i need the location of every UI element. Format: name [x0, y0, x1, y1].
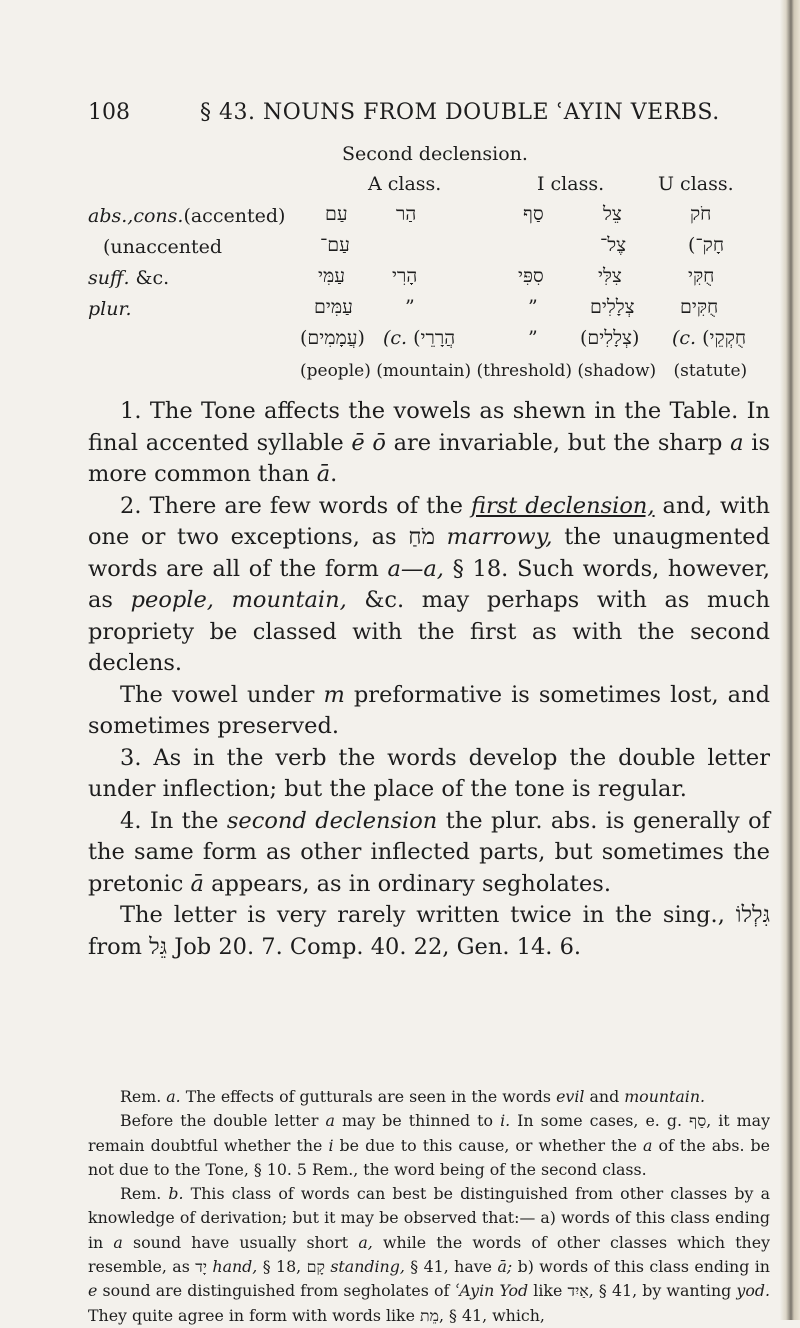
text: Job 20. 7. Comp. 40. 22, Gen. 14. 6.: [167, 933, 582, 960]
text: 2. There are few words of the: [120, 492, 471, 519]
text-italic: a: [730, 429, 744, 456]
row-label-plur: plur.: [88, 298, 132, 320]
paragraph-6: [88, 900, 770, 963]
text-italic: first declension,: [470, 492, 655, 519]
text-italic: marrowy,: [446, 524, 553, 550]
hebrew-ammim: עַמִּים: [314, 296, 353, 318]
text-italic: ā;: [497, 1257, 513, 1277]
text-italic: ʿAyin Yod: [454, 1281, 529, 1301]
text: This class of words can best be distinguished from other classes by a knowledge of derivation; but it may be observed that:— a) words of this class ending in: [88, 1184, 770, 1252]
row-label-suff-rest: &c.: [135, 267, 170, 289]
text-italic: b.: [168, 1184, 184, 1204]
table-title: Second declension.: [342, 143, 528, 165]
text-italic: i.: [500, 1111, 511, 1131]
gloss-mountain: (mountain): [376, 361, 472, 381]
col-header-u: U class.: [658, 173, 734, 195]
hebrew-am-construct: עַם־: [320, 234, 350, 256]
gloss-statute: (statute): [673, 361, 748, 381]
ditto-mark: ”: [405, 296, 415, 318]
hebrew-harare: הֲרָרֵי): [413, 327, 456, 349]
text: sound have usually short: [122, 1232, 359, 1252]
text: are invariable, but the sharp: [385, 429, 731, 456]
text: , § 41, which,: [439, 1305, 545, 1325]
hebrew-chuqqe: חֻקְקֵי): [702, 327, 747, 349]
text-italic: ā: [190, 870, 204, 897]
hebrew-ammi: עַמִּי: [318, 265, 345, 287]
gloss-row: [300, 361, 747, 381]
text-italic: a: [113, 1232, 123, 1252]
text: In some cases, e. g.: [510, 1111, 690, 1131]
text: may be thinned to: [334, 1111, 501, 1131]
text-italic: second declension: [226, 807, 438, 834]
text: be due to this cause, or whether the: [333, 1135, 643, 1155]
text: .: [330, 461, 338, 487]
ditto-mark: ”: [528, 296, 538, 318]
hebrew-word: גֵּל: [149, 933, 168, 960]
gloss-threshold: (threshold): [476, 361, 572, 381]
hebrew-amamim: (עֲמָמִים): [300, 327, 365, 349]
text: 4. In the: [120, 807, 227, 834]
ditto-mark: ”: [528, 327, 538, 349]
col-header-i: I class.: [537, 173, 605, 195]
text-italic: yod.: [736, 1281, 770, 1301]
text: Before the double letter: [120, 1111, 326, 1131]
text: The effects of gutturals are seen in the words: [180, 1087, 557, 1106]
col-header-a: A class.: [368, 173, 442, 195]
text: The vowel under: [120, 681, 324, 708]
paragraph-3: [88, 680, 770, 743]
paragraph-5: [88, 806, 770, 901]
text: 1. The Tone affects the vowels as shewn in the Table. In final accented syllable: [88, 398, 770, 456]
text-italic: a—a,: [387, 555, 444, 582]
row-label-abs-rest: (accented): [183, 205, 286, 227]
remark-b: [88, 1182, 770, 1328]
text: the plur. abs. is generally of the same form as other inflected parts, but sometimes the pretonic: [88, 807, 770, 897]
gloss-people: (people): [300, 361, 371, 381]
text-italic: ā: [316, 461, 331, 487]
hebrew-chaq-construct: חָק־): [688, 234, 725, 256]
construct-note: [383, 327, 455, 350]
remark-a: [88, 1085, 770, 1109]
text-italic: e: [88, 1281, 98, 1301]
text-italic: i: [328, 1135, 334, 1155]
hebrew-chuqqim: חֻקִּים: [680, 296, 719, 318]
running-header: § 43. NOUNS FROM DOUBLE ʿAYIN VERBS.: [200, 100, 720, 125]
construct-c: (c.: [383, 327, 408, 349]
hebrew-tsel: צֵל: [603, 203, 622, 225]
hebrew-tsilli: צִלִּי: [598, 265, 622, 287]
gloss-shadow: (shadow): [577, 361, 657, 381]
row-label-abs: [88, 205, 285, 227]
row-label-suff-italic: suff.: [88, 267, 130, 289]
text: , § 41, by wanting: [588, 1281, 737, 1301]
row-label-unaccented: (unaccented: [103, 236, 223, 258]
hebrew-sippi: סִפִּי: [518, 265, 544, 287]
text: preformative is sometimes lost, and sometimes preserved.: [88, 681, 770, 739]
text: sound are distinguished from segholates of: [97, 1281, 455, 1301]
row-label-suff: [88, 267, 169, 289]
hebrew-tsel-construct: צֶל־: [600, 234, 627, 256]
hebrew-hari: הָרִי: [392, 265, 418, 287]
page-number: 108: [88, 100, 130, 125]
text: and: [584, 1087, 625, 1106]
body-text: [88, 396, 770, 963]
text: like: [528, 1281, 568, 1301]
remarks: [88, 1085, 770, 1328]
hebrew-word: מֵת: [420, 1305, 440, 1325]
hebrew-word: מֹחַ: [408, 524, 435, 550]
text: and, with one or two exceptions, as: [88, 492, 770, 550]
text: § 41, have: [404, 1257, 498, 1277]
text: § 18. Such words, however, as: [88, 555, 770, 613]
text: Rem.: [120, 1184, 169, 1204]
text-italic: a: [642, 1135, 653, 1155]
text: while the words of other classes which they resemble, as: [88, 1232, 770, 1277]
hebrew-tselalim: צְלָלִים: [590, 296, 635, 318]
text: b) words of this class ending in: [512, 1257, 770, 1277]
text: from: [88, 933, 150, 960]
text-italic: evil: [556, 1087, 585, 1106]
page-edge: [780, 0, 800, 1320]
text-italic: m: [323, 681, 345, 708]
hebrew-word: אַיִד: [567, 1281, 589, 1301]
text-italic: people, mountain,: [130, 587, 347, 613]
text: 3. As in the verb the words develop the double letter under inflection; but the place of the tone is regular.: [88, 744, 770, 802]
hebrew-saf: סַף: [523, 203, 544, 225]
paragraph-4: [88, 743, 770, 806]
hebrew-am: עַם: [325, 203, 348, 225]
construct-note-u: [672, 327, 746, 350]
text: appears, as in ordinary segholates.: [203, 870, 611, 897]
construct-c: (c.: [672, 327, 697, 349]
text: of the abs. be not due to the Tone, § 10. 5 Rem., the word being of the second class.: [88, 1135, 770, 1179]
hebrew-chuqqi: חֻקִּי: [688, 265, 715, 287]
text-italic: a: [325, 1111, 335, 1131]
text: The letter is very rarely written twice in the sing.,: [120, 902, 736, 928]
hebrew-tselalim-paren: (צְלָלִים): [580, 327, 640, 349]
text-italic: mountain.: [624, 1087, 706, 1106]
paragraph-1: [88, 396, 770, 491]
row-label-abs-italic: abs.,cons.: [88, 205, 184, 227]
text-italic: standing,: [330, 1257, 405, 1277]
hebrew-har: הַר: [396, 203, 417, 225]
text: &c. may perhaps with as much propriety be classed with the first as with the second declens.: [88, 587, 770, 676]
text: the unaugmented words are all of the form: [88, 524, 770, 582]
text-italic: hand,: [212, 1257, 258, 1277]
remark-a-cont: [88, 1109, 770, 1182]
paragraph-2: [88, 491, 770, 680]
text: They quite agree in form with words like: [88, 1305, 421, 1325]
text-italic: a.: [166, 1087, 181, 1106]
hebrew-word: קָם: [306, 1257, 325, 1277]
hebrew-choq: חֹק: [690, 203, 712, 225]
text-italic: ē ō: [351, 429, 386, 456]
hebrew-word: יָד: [195, 1257, 207, 1277]
text-italic: a,: [358, 1232, 373, 1252]
text: is more common than: [88, 429, 771, 487]
text: , it may remain doubtful whether the: [88, 1111, 770, 1155]
hebrew-word: סַף: [689, 1111, 707, 1131]
text: Rem.: [120, 1087, 167, 1106]
text: § 18,: [257, 1257, 307, 1277]
hebrew-word: גִּלְלוֹ: [735, 902, 770, 928]
